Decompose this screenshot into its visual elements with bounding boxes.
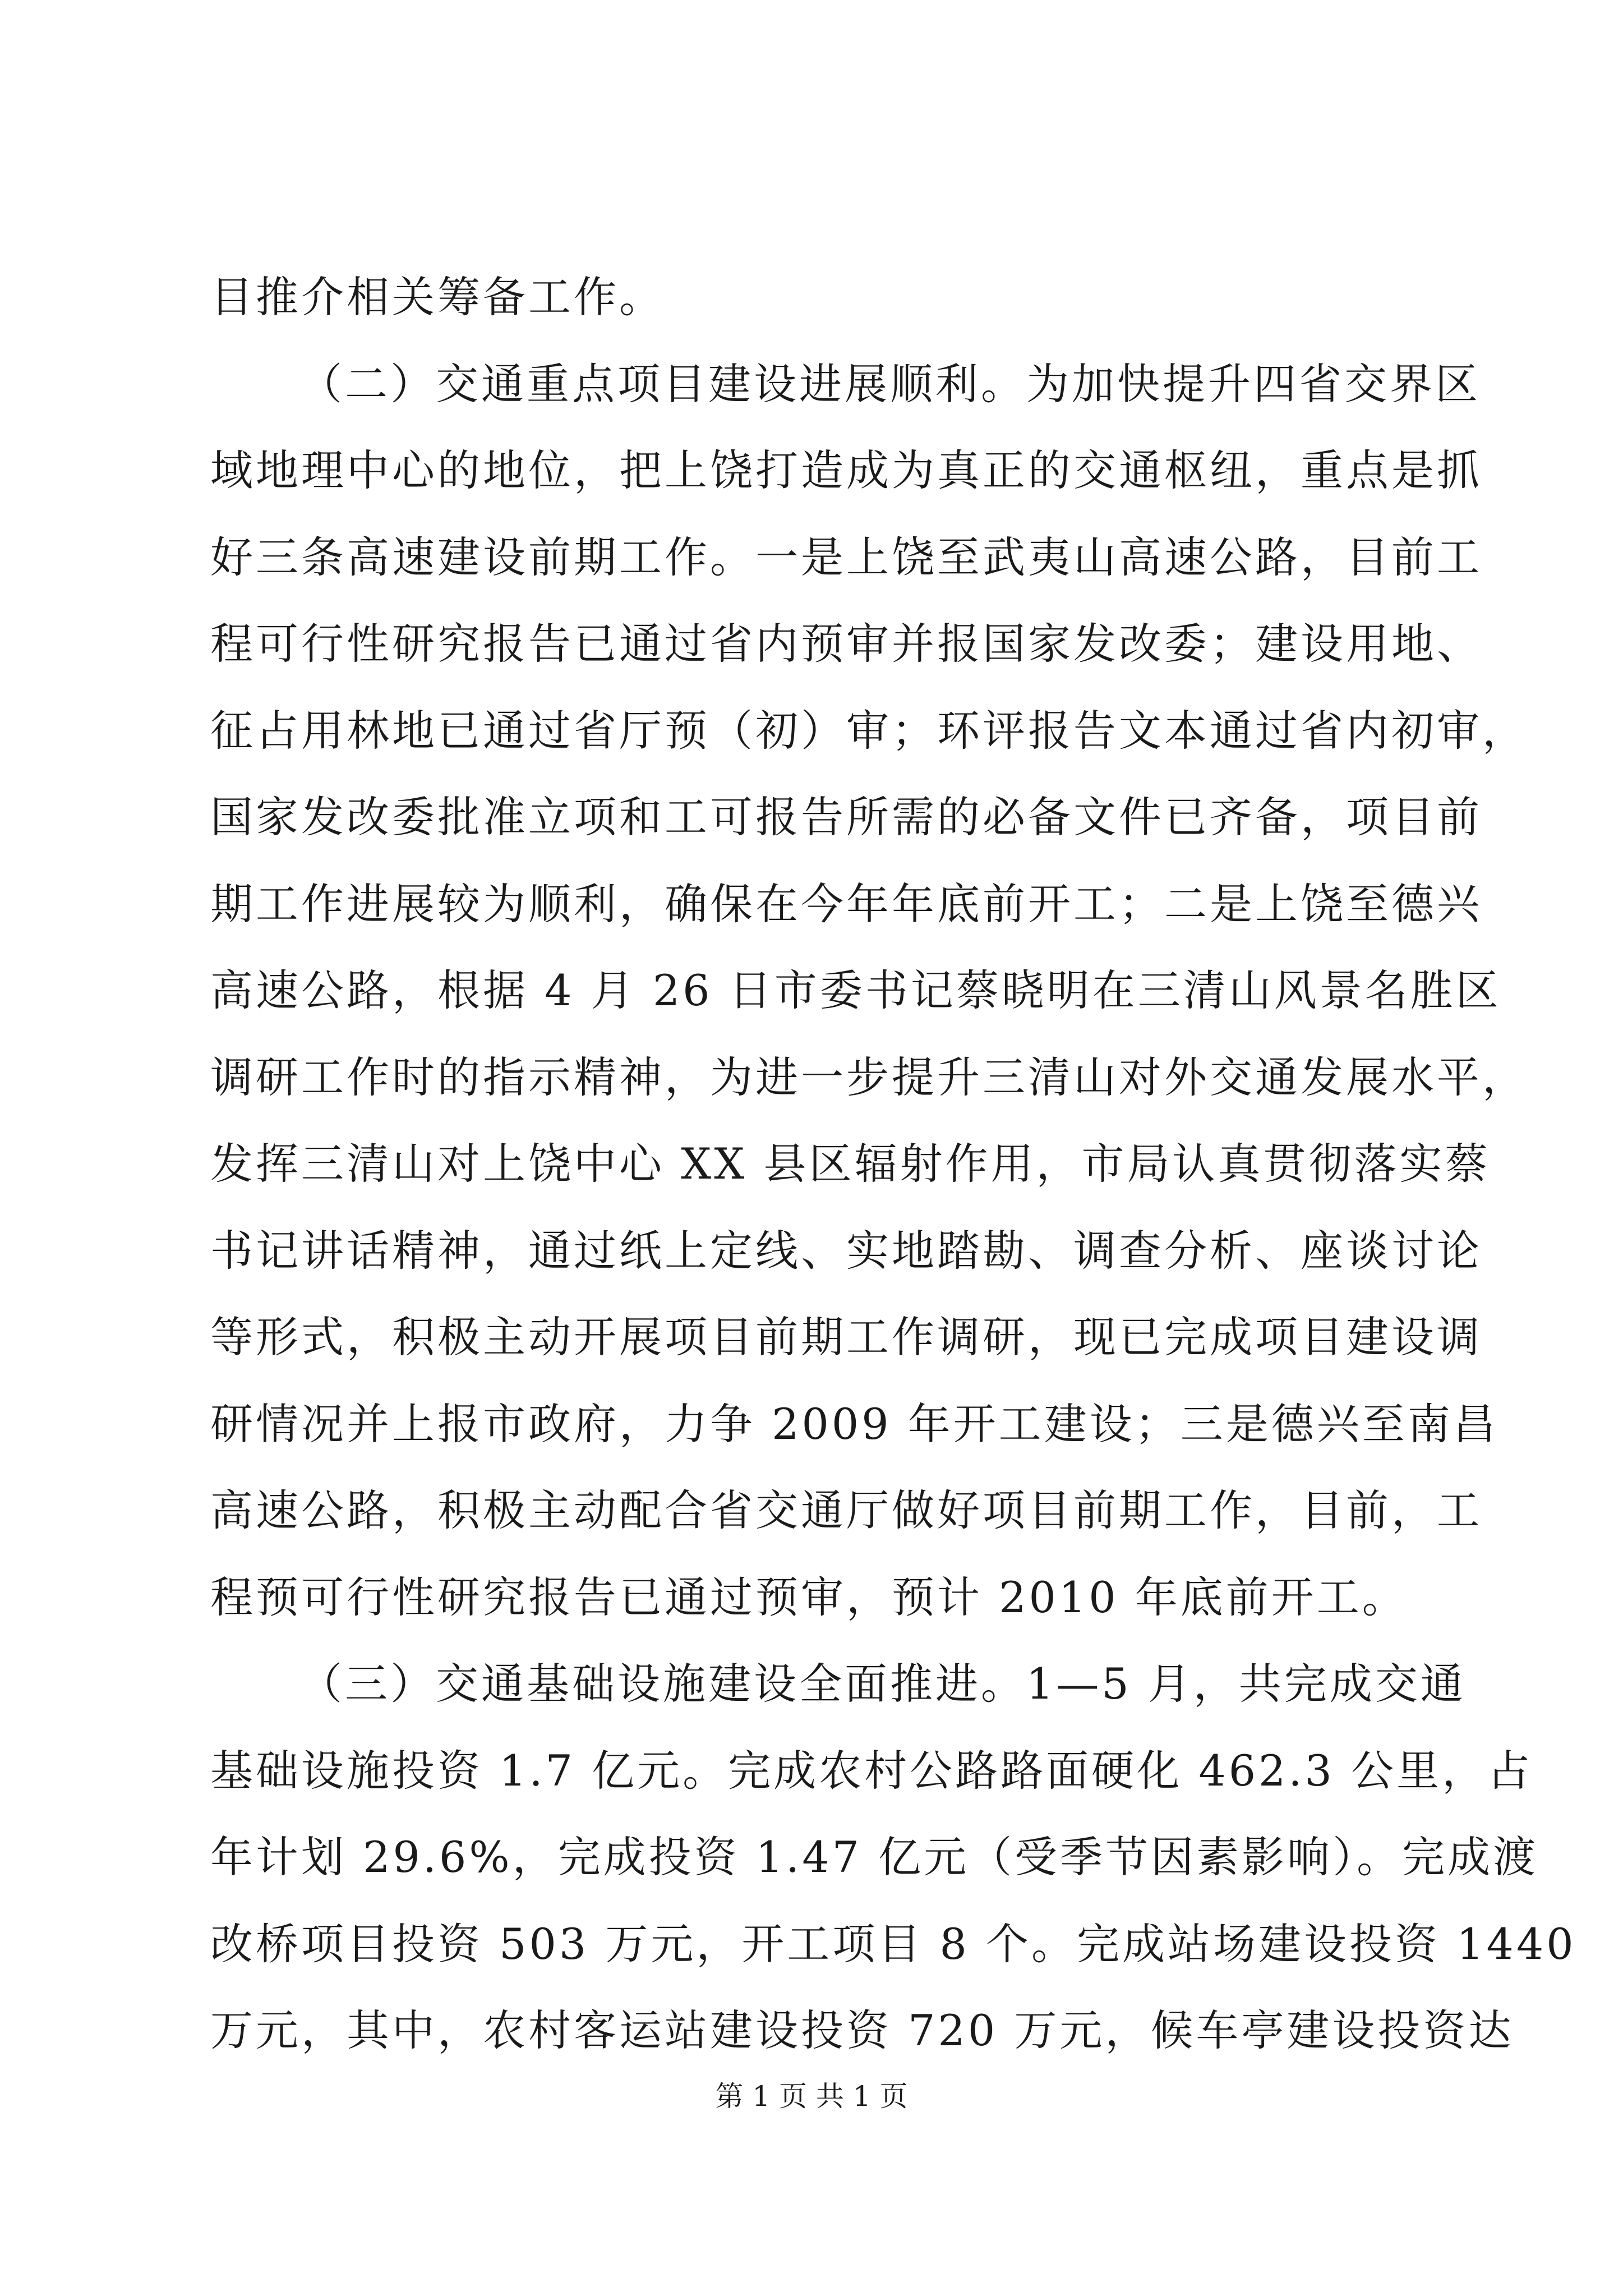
text-line: 万元，其中，农村客运站建设投资 720 万元，候车亭建设投资达 [210, 2005, 1514, 2055]
page-footer: 第 1 页 共 1 页 [715, 2080, 908, 2113]
text-line: 调研工作时的指示精神，为进一步提升三清山对外交通发展水平， [210, 1052, 1528, 1102]
text-line: 书记讲话精神，通过纸上定线、实地踏勘、调查分析、座谈讨论 [210, 1226, 1482, 1276]
text-line: 国家发改委批准立项和工可报告所需的必备文件已齐备，项目前 [210, 792, 1482, 842]
text-line: 基础设施投资 1.7 亿元。完成农村公路路面硬化 462.3 公里，占 [210, 1746, 1533, 1796]
text-line: 高速公路，积极主动配合省交通厅做好项目前期工作，目前，工 [210, 1485, 1482, 1535]
text-line: 征占用林地已通过省厅预（初）审；环评报告文本通过省内初审， [210, 706, 1528, 756]
text-line: 高速公路，根据 4 月 26 日市委书记蔡晓明在三清山风景名胜区 [210, 965, 1501, 1015]
text-line: 程可行性研究报告已通过省内预审并报国家发改委；建设用地、 [210, 619, 1482, 669]
text-line: 程预可行性研究报告已通过预审，预计 2010 年底前开工。 [210, 1572, 1408, 1622]
text-line: 目推介相关筹备工作。 [210, 272, 665, 322]
text-line: 等形式，积极主动开展项目前期工作调研，现已完成项目建设调 [210, 1312, 1482, 1362]
text-line: 年计划 29.6%，完成投资 1.47 亿元（受季节因素影响）。完成渡 [210, 1832, 1539, 1882]
text-line: 研情况并上报市政府，力争 2009 年开工建设；三是德兴至南昌 [210, 1399, 1498, 1449]
text-line: 期工作进展较为顺利，确保在今年年底前开工；二是上饶至德兴 [210, 879, 1482, 929]
text-line: （二）交通重点项目建设进展顺利。为加快提升四省交界区 [299, 359, 1481, 409]
text-line: （三）交通基础设施建设全面推进。1—5 月，共完成交通 [299, 1659, 1466, 1709]
text-line: 好三条高速建设前期工作。一是上饶至武夷山高速公路，目前工 [210, 532, 1482, 582]
text-line: 发挥三清山对上饶中心 XX 县区辐射作用，市局认真贯彻落实蔡 [210, 1139, 1491, 1189]
text-line: 域地理中心的地位，把上饶打造成为真正的交通枢纽，重点是抓 [210, 445, 1482, 495]
text-line: 改桥项目投资 503 万元，开工项目 8 个。完成站场建设投资 1440 [210, 1919, 1576, 1969]
